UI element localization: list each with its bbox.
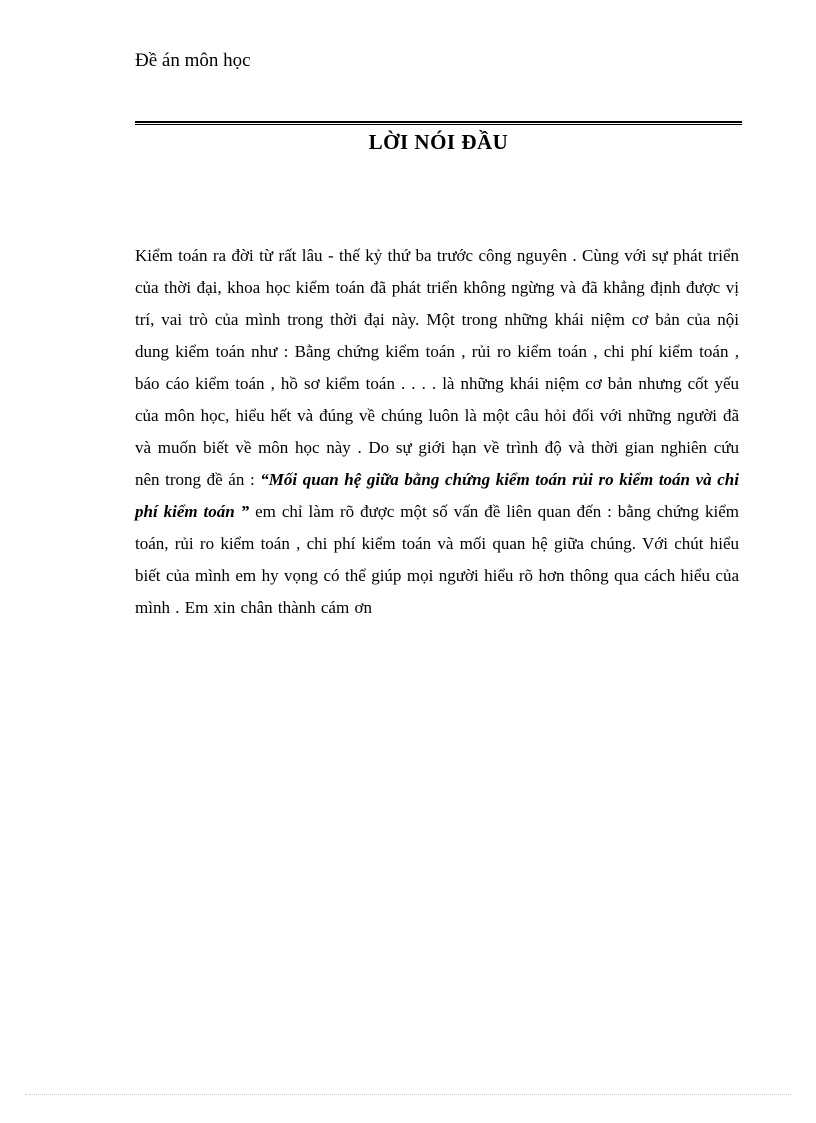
body-paragraph	[135, 240, 739, 624]
body-text-part-1: Kiểm toán ra đời từ rất lâu - thế kỷ thứ ba trước công nguyên . Cùng với sự phát triển của thời đại, khoa học kiểm toán đã phát triển không ngừng và đã khẳng định được vị trí, vai trò của mình trong thời đại này. Một trong những khái niệm cơ bản của nội dung kiểm toán như : Bằng chứng kiểm toán , rủi ro kiểm toán , chi phí kiểm toán , báo cáo kiểm toán , hồ sơ kiểm toán . . . . là những khái niệm cơ bản nhưng cốt yếu của môn học, hiểu hết và đúng về chúng luôn là một câu hỏi đối với những người đã và muốn biết về môn học này . Do sự giới hạn về trình độ và thời gian nghiên cứu nên trong đề án :	[135, 246, 739, 489]
header-rule-thin	[135, 124, 742, 125]
page-bottom-rule	[25, 1094, 791, 1095]
page-header	[135, 50, 742, 78]
header-text: Đề án môn học	[135, 50, 251, 71]
topic-title: “Mối quan hệ giữa bằng chứng kiểm toán rủi ro kiểm toán và chi phí kiểm toán ”	[135, 470, 739, 521]
page-title: LỜI NÓI ĐẦU	[368, 130, 509, 154]
body-text-part-2: em chỉ làm rõ được một số vấn đề liên quan đến : bằng chứng kiểm toán, rủi ro kiểm toán , chi phí kiểm toán và mối quan hệ giữa chúng. Với chút hiểu biết của mình em hy vọng có thể giúp mọi người hiểu rõ hơn thông qua cách hiểu của mình . Em xin chân thành cám ơn	[135, 502, 739, 617]
header-rule-thick	[135, 121, 742, 123]
